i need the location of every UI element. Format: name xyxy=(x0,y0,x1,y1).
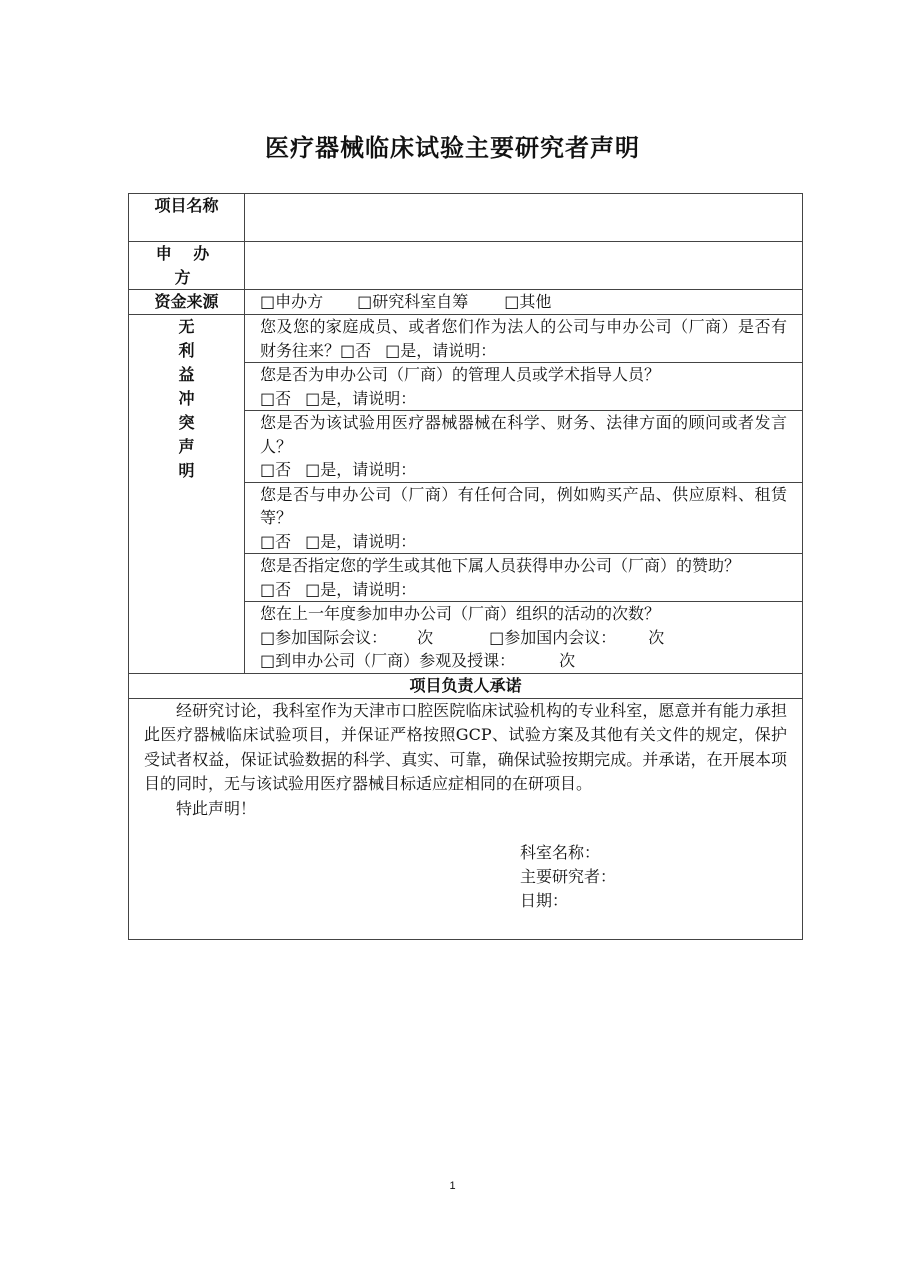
sponsor-field[interactable] xyxy=(245,242,803,290)
label-char: 突 xyxy=(178,413,195,432)
checkbox[interactable]: □ xyxy=(385,340,401,360)
conflict-question-4 xyxy=(245,482,803,554)
no-option[interactable]: □否 xyxy=(260,531,292,551)
checkbox[interactable]: □ xyxy=(260,388,276,408)
domestic-meeting-option[interactable]: □参加国内会议： xyxy=(489,627,617,647)
checkbox[interactable]: □ xyxy=(260,627,276,647)
checkbox[interactable]: □ xyxy=(260,579,276,599)
checkbox[interactable]: □ xyxy=(489,627,505,647)
conflict-question-5 xyxy=(245,554,803,602)
count-unit: 次 xyxy=(648,627,665,647)
label-char: 冲 xyxy=(178,389,195,408)
department-name-label: 科室名称： xyxy=(520,843,601,862)
question-text: 您在上一年度参加申办公司（厂商）组织的活动的次数？ xyxy=(260,604,661,623)
conflict-question-2 xyxy=(245,363,803,411)
funding-option-self-funded[interactable]: □研究科室自筹 xyxy=(357,292,469,311)
count-unit: 次 xyxy=(417,627,434,647)
no-option[interactable]: □否 xyxy=(340,340,372,360)
funding-label: 资金来源 xyxy=(129,290,245,315)
label-char: 益 xyxy=(178,365,195,384)
checkbox[interactable]: □ xyxy=(260,460,276,479)
question-text: 您是否为申办公司（厂商）的管理人员或学术指导人员？ xyxy=(260,365,661,384)
conflict-declaration-label xyxy=(129,315,245,674)
no-option[interactable]: □否 xyxy=(260,460,292,479)
pledge-paragraph: 经研究讨论，我科室作为天津市口腔医院临床试验机构的专业科室，愿意并有能力承担此医疗器械临床试验项目，并保证严格按照GCP、试验方案及其他有关文件的规定，保护受试者权益，保证试验数据的科学、真实、可靠，确保试验按期完成。并承诺，在开展本项目的同时，无与该试验用医疗器械目标适应症相同的在研项目。 xyxy=(144,700,787,793)
funding-row xyxy=(129,290,803,315)
declaration-form-table xyxy=(128,193,803,940)
funding-option-sponsor[interactable]: □申办方 xyxy=(260,292,324,311)
pledge-heading: 项目负责人承诺 xyxy=(129,673,803,698)
checkbox[interactable]: □ xyxy=(260,292,276,311)
funding-options xyxy=(245,290,803,315)
label-char: 利 xyxy=(178,341,195,360)
yes-option[interactable]: □是，请说明： xyxy=(385,340,497,360)
question-text: 您是否与申办公司（厂商）有任何合同，例如购买产品、供应原料、租赁等？ xyxy=(260,484,787,527)
yes-option[interactable]: □是，请说明： xyxy=(305,531,417,551)
count-unit: 次 xyxy=(559,651,576,670)
project-name-row xyxy=(129,194,803,242)
document-title: 医疗器械临床试验主要研究者声明 xyxy=(265,134,640,162)
yes-option[interactable]: □是，请说明： xyxy=(305,460,417,479)
checkbox[interactable]: □ xyxy=(504,292,520,311)
conflict-question-1 xyxy=(245,315,803,363)
sponsor-row xyxy=(129,242,803,290)
date-label: 日期： xyxy=(520,891,569,910)
pledge-closing: 特此声明！ xyxy=(176,798,257,818)
no-option[interactable]: □否 xyxy=(260,579,292,599)
project-name-field[interactable] xyxy=(245,194,803,242)
question-text: 您是否指定您的学生或其他下属人员获得申办公司（厂商）的赞助？ xyxy=(260,556,741,575)
no-option[interactable]: □否 xyxy=(260,388,292,408)
intl-meeting-option[interactable]: □参加国际会议： xyxy=(260,627,388,647)
checkbox[interactable]: □ xyxy=(340,340,356,360)
label-char: 明 xyxy=(178,461,195,480)
checkbox[interactable]: □ xyxy=(305,460,321,479)
pledge-heading-row xyxy=(129,673,803,698)
pledge-row xyxy=(129,698,803,939)
project-name-label: 项目名称 xyxy=(129,194,245,242)
yes-option[interactable]: □是，请说明： xyxy=(305,579,417,599)
page-number: 1 xyxy=(449,1180,456,1192)
checkbox[interactable]: □ xyxy=(260,531,276,551)
visit-option[interactable]: □到申办公司（厂商）参观及授课： xyxy=(260,651,516,670)
funding-option-other[interactable]: □其他 xyxy=(504,292,552,311)
checkbox[interactable]: □ xyxy=(357,292,373,311)
question-text: 您是否为该试验用医疗器械器械在科学、财务、法律方面的顾问或者发言人？ xyxy=(260,413,787,456)
checkbox[interactable]: □ xyxy=(305,531,321,551)
label-char: 无 xyxy=(178,317,195,336)
checkbox[interactable]: □ xyxy=(305,579,321,599)
yes-option[interactable]: □是，请说明： xyxy=(305,388,417,408)
checkbox[interactable]: □ xyxy=(260,651,276,670)
question-text: 您及您的家庭成员、或者您们作为法人的公司与申办公司（厂商）是否有财务往来？ xyxy=(260,317,787,360)
checkbox[interactable]: □ xyxy=(305,388,321,408)
signature-block xyxy=(520,841,787,913)
conflict-q1-row xyxy=(129,315,803,363)
label-char: 声 xyxy=(178,437,195,456)
pledge-body xyxy=(129,698,803,939)
principal-investigator-label: 主要研究者： xyxy=(520,867,617,886)
sponsor-label: 申 办 方 xyxy=(129,242,245,290)
conflict-question-6 xyxy=(245,602,803,674)
conflict-question-3 xyxy=(245,411,803,483)
